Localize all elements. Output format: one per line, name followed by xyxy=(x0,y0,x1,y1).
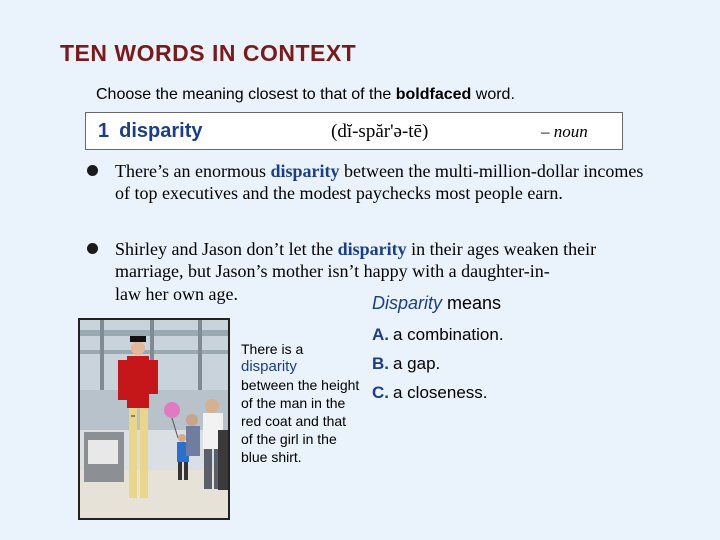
option-letter: B. xyxy=(372,354,389,373)
option-b[interactable] xyxy=(372,349,504,378)
highlighted-word: disparity xyxy=(337,239,407,259)
answer-options xyxy=(372,320,504,407)
option-text: a combination. xyxy=(393,325,504,344)
photo-caption xyxy=(241,340,361,466)
caption-word: disparity xyxy=(241,358,297,375)
option-text: a closeness. xyxy=(393,383,488,402)
option-text: a gap. xyxy=(393,354,441,373)
photo-stilt-walker-icon xyxy=(80,320,230,520)
sentence-before: Shirley and Jason don’t let the xyxy=(115,239,338,259)
instructions xyxy=(96,86,515,104)
option-letter: C. xyxy=(372,383,389,402)
word-heading xyxy=(98,120,202,143)
illustration-photo xyxy=(78,318,230,520)
caption-line1: There is a xyxy=(241,341,304,357)
question-prompt xyxy=(372,293,501,314)
context-sentence-1 xyxy=(87,160,647,204)
part-of-speech: – noun xyxy=(541,122,588,141)
word-header-box xyxy=(85,112,623,150)
instructions-before: Choose the meaning closest to that of the xyxy=(96,86,396,103)
word-text: disparity xyxy=(119,120,203,142)
word-number: 1 xyxy=(98,120,110,142)
sentence-after: in their ages weaken their marriage, but Jason’s mother isn’t happy with a daughter-in- xyxy=(115,239,597,281)
sentence-text xyxy=(115,160,647,204)
context-sentence-2 xyxy=(87,238,647,282)
highlighted-word: disparity xyxy=(270,161,340,181)
bullet-icon xyxy=(87,165,98,176)
question-means: means xyxy=(442,293,502,313)
option-c[interactable] xyxy=(372,378,504,407)
instructions-after: word. xyxy=(471,86,515,103)
caption-rest: between the height of the man in the red coat and that of the girl in the blue shirt. xyxy=(241,377,360,465)
sentence-2-end: law her own age. xyxy=(115,284,238,304)
bullet-icon xyxy=(87,243,98,254)
sentence-after: between the multi-million-dollar incomes of top executives and the modest paychecks most people earn. xyxy=(115,161,644,203)
pronunciation: (dĭ-spăr'ə-tē) xyxy=(331,121,429,142)
option-letter: A. xyxy=(372,325,389,344)
instructions-bold: boldfaced xyxy=(395,86,472,103)
option-a[interactable] xyxy=(372,320,504,349)
slide-title: TEN WORDS IN CONTEXT xyxy=(60,40,357,66)
question-word: Disparity xyxy=(372,293,443,313)
sentence-before: There’s an enormous xyxy=(115,161,271,181)
sentence-text xyxy=(115,238,647,282)
